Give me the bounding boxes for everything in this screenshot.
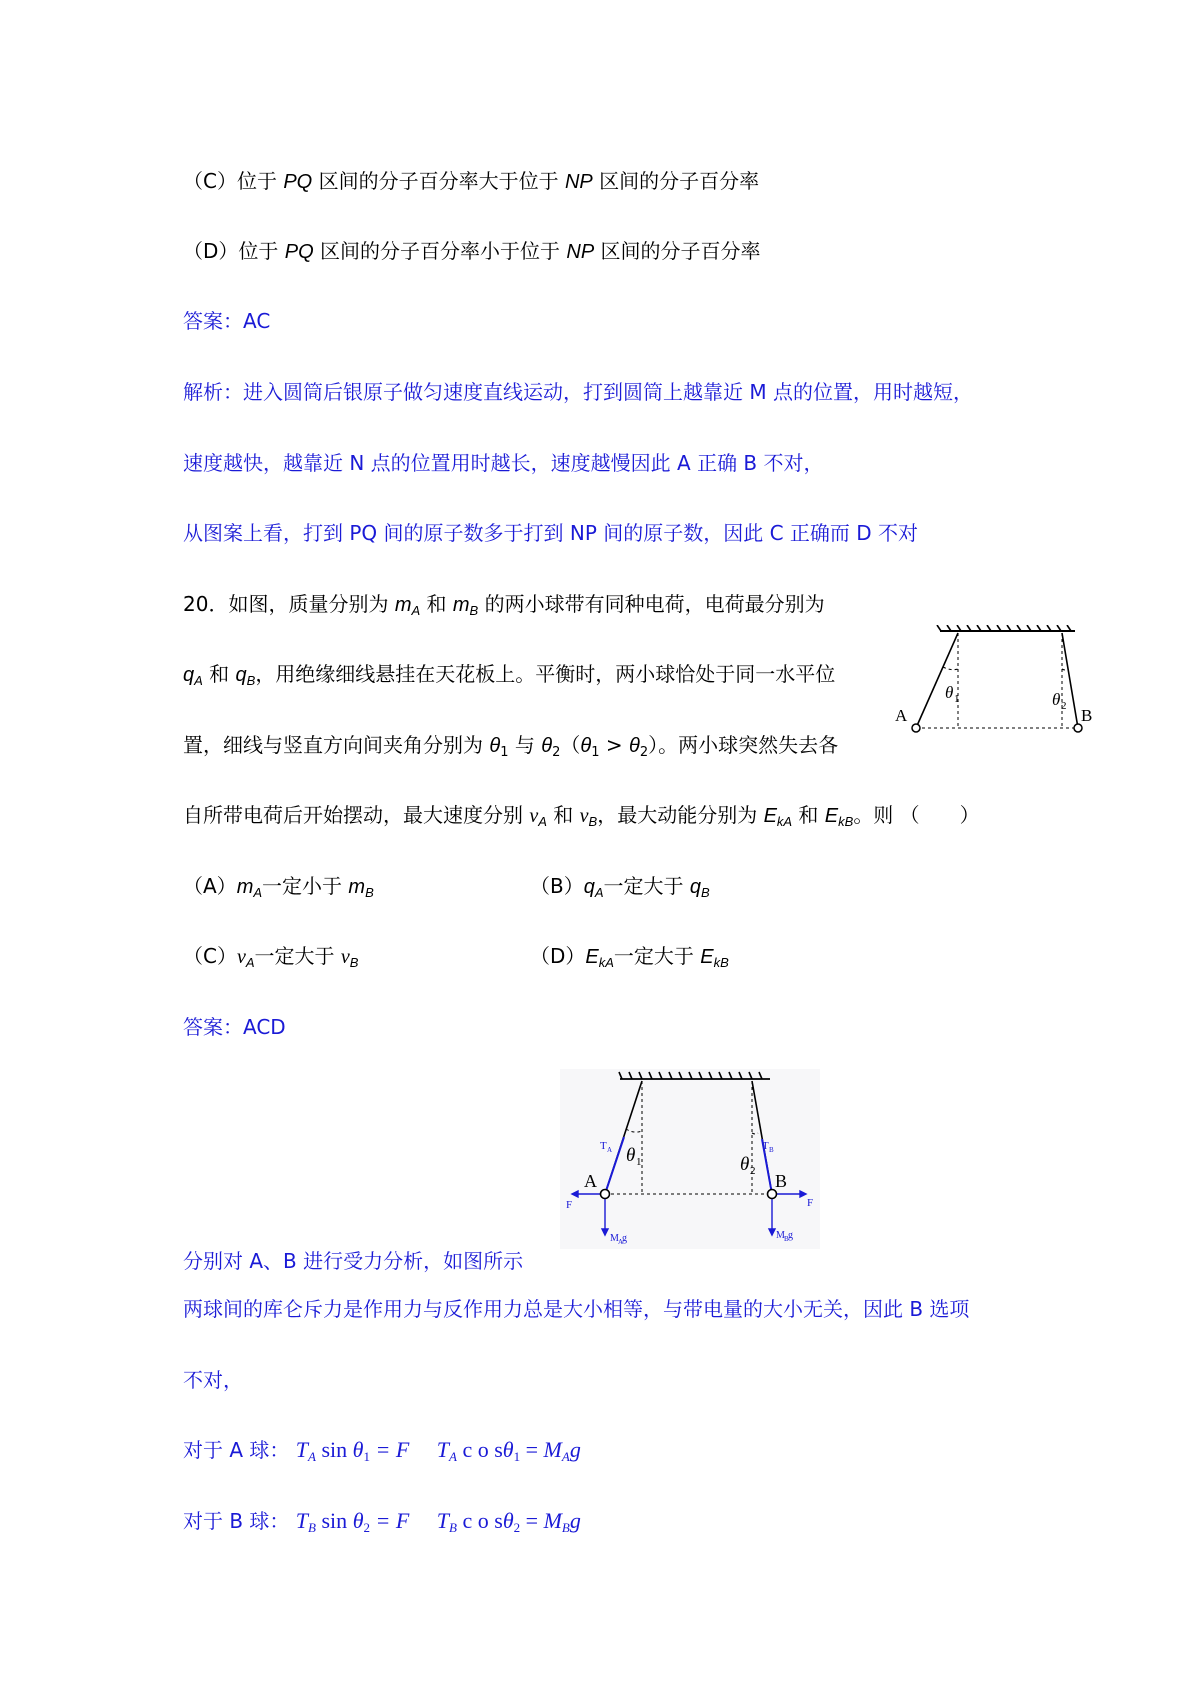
ceiling: [937, 625, 1075, 631]
q20-option-b: $(B)q_A$一定大于 $q_B$: [530, 874, 710, 900]
svg-text:M: M: [776, 1230, 785, 1241]
q20-stem-line-1: 20．如图，质量分别为 $m_A$ 和 $m_B$ 的两小球带有同种电荷，电荷最分别为: [183, 592, 825, 618]
ball-b: [1074, 724, 1082, 732]
q19-analysis-line-2: 速度越快，越靠近 N 点的位置用时越长，速度越慢因此 A 正确 B 不对，: [183, 451, 824, 475]
q20-stem-line-4: 自所带电荷后开始摆动，最大速度分别 $v_A$ 和 $v_B$，最大动能分别为 $E_{kA}$ 和 $E_{kB}$。则 （ ）: [183, 803, 980, 829]
svg-text:B: B: [769, 1146, 774, 1154]
q20-option-c: $(C)v_A$一定大于 $v_B$: [183, 944, 359, 970]
ball-a: [912, 724, 920, 732]
theta-1: θ: [945, 683, 954, 702]
label-a: A: [895, 706, 908, 725]
q20-option-a: $(A)m_A$一定小于 $m_B$: [183, 874, 374, 900]
q19-analysis-line-3: 从图案上看，打到 PQ 间的原子数多于打到 NP 间的原子数，因此 C 正确而 D 不对: [183, 521, 919, 545]
q20-stem-line-3: 置，细线与竖直方向间夹角分别为 $\theta_1$ 与 $\theta_2(\theta_1 > \theta_2)$。两小球突然失去各: [183, 733, 839, 760]
q19-analysis-line-1: 解析：进入圆筒后银原子做匀速度直线运动，打到圆筒上越靠近 M 点的位置，用时越短，: [183, 380, 973, 404]
label-b: B: [775, 1171, 788, 1191]
svg-text:2: 2: [1061, 700, 1067, 712]
string-a: [916, 633, 958, 728]
svg-text:2: 2: [750, 1165, 756, 1177]
q20-stem-line-2: $q_A$ 和 $q_B$，用绝缘细线悬挂在天花板上。平衡时，两小球恰处于同一水平位: [183, 662, 836, 688]
svg-text:M: M: [610, 1233, 619, 1244]
svg-text:θ: θ: [626, 1145, 636, 1166]
svg-text:T: T: [600, 1140, 607, 1152]
svg-text:1: 1: [636, 1156, 642, 1168]
equation-ball-b: 对于 B 球： $T_B$ $\sin \theta_2 = F$ $T_B$ c o $s\theta_2 = M_Bg$: [183, 1508, 581, 1535]
svg-text:g: g: [622, 1233, 627, 1244]
q19-option-c: （C）位于 PQ 区间的分子百分率大于位于 NP 区间的分子百分率: [183, 169, 760, 193]
svg-text:A: A: [618, 1238, 624, 1246]
equation-ball-a: 对于 A 球： $T_A$ $\sin \theta_1 = F$ $T_A$ c o $s\theta_1 = M_Ag$: [183, 1437, 581, 1464]
pendulum-figure: [895, 625, 1120, 743]
svg-text:F: F: [807, 1197, 814, 1209]
svg-text:θ: θ: [740, 1154, 750, 1175]
svg-text:F: F: [566, 1199, 573, 1211]
q20-answer: 答案：ACD: [183, 1015, 286, 1039]
svg-text:T: T: [762, 1140, 769, 1152]
svg-text:A: A: [607, 1146, 613, 1154]
label-a: A: [584, 1171, 597, 1191]
q19-option-d: （D）位于 PQ 区间的分子百分率小于位于 NP 区间的分子百分率: [183, 239, 761, 263]
q19-answer: 答案：AC: [183, 309, 271, 333]
svg-text:1: 1: [954, 693, 960, 705]
string-b: [1062, 633, 1078, 728]
force-diagram: [560, 1069, 820, 1249]
q20-analysis-line-2: 两球间的库仑斥力是作用力与反作用力总是大小相等，与带电量的大小无关，因此 B 选项: [183, 1297, 970, 1321]
theta-2: θ: [1052, 690, 1061, 709]
q20-analysis-line-1: 分别对 A、B 进行受力分析，如图所示: [183, 1249, 524, 1273]
q20-analysis-line-3: 不对，: [183, 1368, 243, 1392]
svg-text:B: B: [784, 1235, 789, 1243]
svg-text:g: g: [788, 1230, 793, 1241]
label-b: B: [1081, 706, 1093, 725]
q20-option-d: $(D)E_{kA}$一定大于 $E_{kB}$: [530, 944, 729, 970]
